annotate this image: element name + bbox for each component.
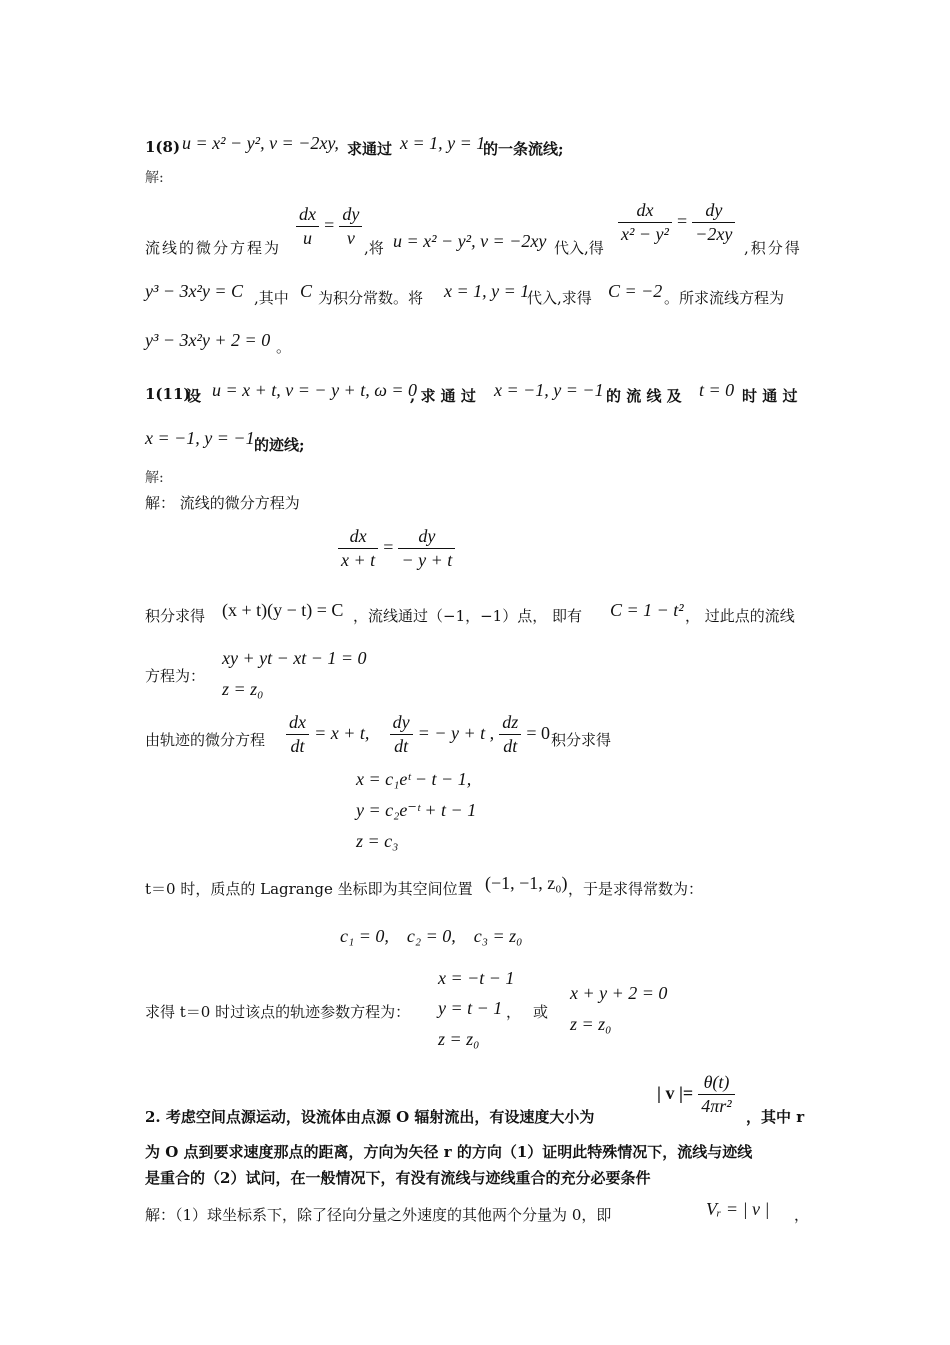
constant-symbol: C [300, 281, 313, 301]
pathline-solution: y = c₂e⁻ᵗ + t − 1 [356, 800, 477, 820]
solution-text: ,积分得 [744, 239, 802, 257]
problem-number: 1(11) [145, 385, 191, 403]
velocity-equation: u = x + t, v = − y + t, ω = 0 [212, 380, 418, 400]
solution-text: 由轨迹的微分方程 [145, 731, 266, 749]
point-equation: x = 1, y = 1 [444, 281, 530, 301]
constant-value: C = −2 [608, 281, 663, 301]
solution-text: t＝0 时，质点的 Lagrange 坐标即为其空间位置 [145, 880, 473, 898]
solution-text: ,其中 [254, 289, 289, 307]
substituted-fraction: $\frac{dx}{\text{x² − y²}}$ = $\frac{dy}{-2xy}$ [618, 200, 735, 245]
solution-text: 或 [533, 1003, 549, 1021]
solution-text: 代入,求得 [527, 289, 592, 307]
problem-text: 的 流 线 及 [606, 387, 682, 405]
problem-text: 是重合的（2）试问，在一般情况下，有没有流线与迹线重合的充分必要条件 [145, 1169, 651, 1187]
solution-text: 求得 t＝0 时过该点的轨迹参数方程为： [145, 1003, 411, 1021]
streamline-equation: xy + yt − xt − 1 = 0 [222, 648, 367, 668]
integral-equation: y³ − 3x²y = C [145, 281, 244, 301]
solution-text: 积分求得 [551, 731, 612, 749]
solution-text: 方程为： [145, 667, 206, 685]
constants-equation: c₁ = 0, c₂ = 0, c₃ = z₀ [340, 926, 523, 946]
pathline-solution: z = c₃ [356, 831, 399, 851]
param-equation: z = z₀ [438, 1029, 480, 1049]
streamline-fraction: $\frac{dx}{u}$ = $\frac{dy}{v}$ [296, 204, 362, 249]
problem-text: 设 [186, 387, 202, 405]
solution-text: 解：（1）球坐标系下，除了径向分量之外速度的其他两个分量为 0，即 [145, 1206, 612, 1224]
alt-equation: z = z₀ [570, 1014, 612, 1034]
point-equation: x = 1, y = 1 [400, 133, 486, 153]
radial-velocity-equation: Vᵣ = | v | [706, 1199, 770, 1219]
problem-text: 时 通 过 [742, 387, 798, 405]
point-equation: x = −1, y = −1 [145, 428, 255, 448]
lagrange-point: (−1, −1, z₀) [485, 873, 568, 893]
problem-text: , 求 通 过 [410, 387, 476, 405]
separator: ， [506, 1003, 522, 1021]
pathline-equations: $\frac{dx}{dt}$ = x + t, $\frac{dy}{dt}$ = − y + t , $\frac{dz}{dt}$ = 0 [286, 712, 550, 757]
constant-value: C = 1 − t² [610, 600, 684, 620]
solution-label: 解: [145, 170, 164, 186]
pathline-solution: x = c₁eᵗ − t − 1, [356, 769, 472, 789]
velocity-equation: u = x² − y², v = −2xy, [182, 133, 339, 153]
solution-text: ， 过此点的流线 [685, 607, 795, 625]
problem-text: 的一条流线; [483, 140, 564, 158]
problem-text: 的迹线; [254, 436, 305, 454]
time-equation: t = 0 [699, 380, 735, 400]
problem-number: 1(8) [145, 138, 181, 156]
solution-text: ，于是求得常数为： [568, 880, 704, 898]
problem-text: 为 O 点到要求速度那点的距离，方向为矢径 r 的方向（1）证明此特殊情况下，流线与迹线 [145, 1143, 753, 1161]
solution-text: 积分求得 [145, 607, 206, 625]
solution-text: ,将 [364, 239, 384, 257]
streamline-equation: y³ − 3x²y + 2 = 0 [145, 330, 271, 350]
integral-equation: (x + t)(y − t) = C [222, 600, 344, 620]
solution-text: ， [794, 1206, 810, 1224]
solution-text: 。 [276, 338, 292, 356]
solution-text: 。所求流线方程为 [664, 289, 785, 307]
alt-equation: x + y + 2 = 0 [570, 983, 668, 1003]
solution-text: 流线的微分方程为 [145, 239, 282, 257]
velocity-equation: u = x² − y², v = −2xy [393, 231, 547, 251]
param-equation: y = t − 1 [438, 998, 503, 1018]
speed-formula: | v |= $\frac{\theta(t)}{\text{4πr²}}$ [657, 1072, 735, 1117]
problem-text: 2. 考虑空间点源运动，设流体由点源 O 辐射流出，有设速度大小为 [145, 1108, 595, 1126]
streamline-equation: z = z₀ [222, 679, 264, 699]
point-equation: x = −1, y = −1 [494, 380, 604, 400]
param-equation: x = −t − 1 [438, 968, 515, 988]
problem-text: 求通过 [347, 140, 393, 158]
solution-text: 解： 流线的微分方程为 [145, 494, 300, 512]
problem-text: ，其中 r [746, 1108, 805, 1126]
solution-text: 为积分常数。将 [318, 289, 424, 307]
solution-text: ，流线通过（−1，−1）点， 即有 [353, 607, 582, 625]
streamline-fraction: $\frac{dx}{x + t}$ = $\frac{dy}{- y + t}$ [338, 526, 455, 571]
solution-text: 代入,得 [554, 239, 604, 257]
solution-label: 解: [145, 470, 164, 486]
